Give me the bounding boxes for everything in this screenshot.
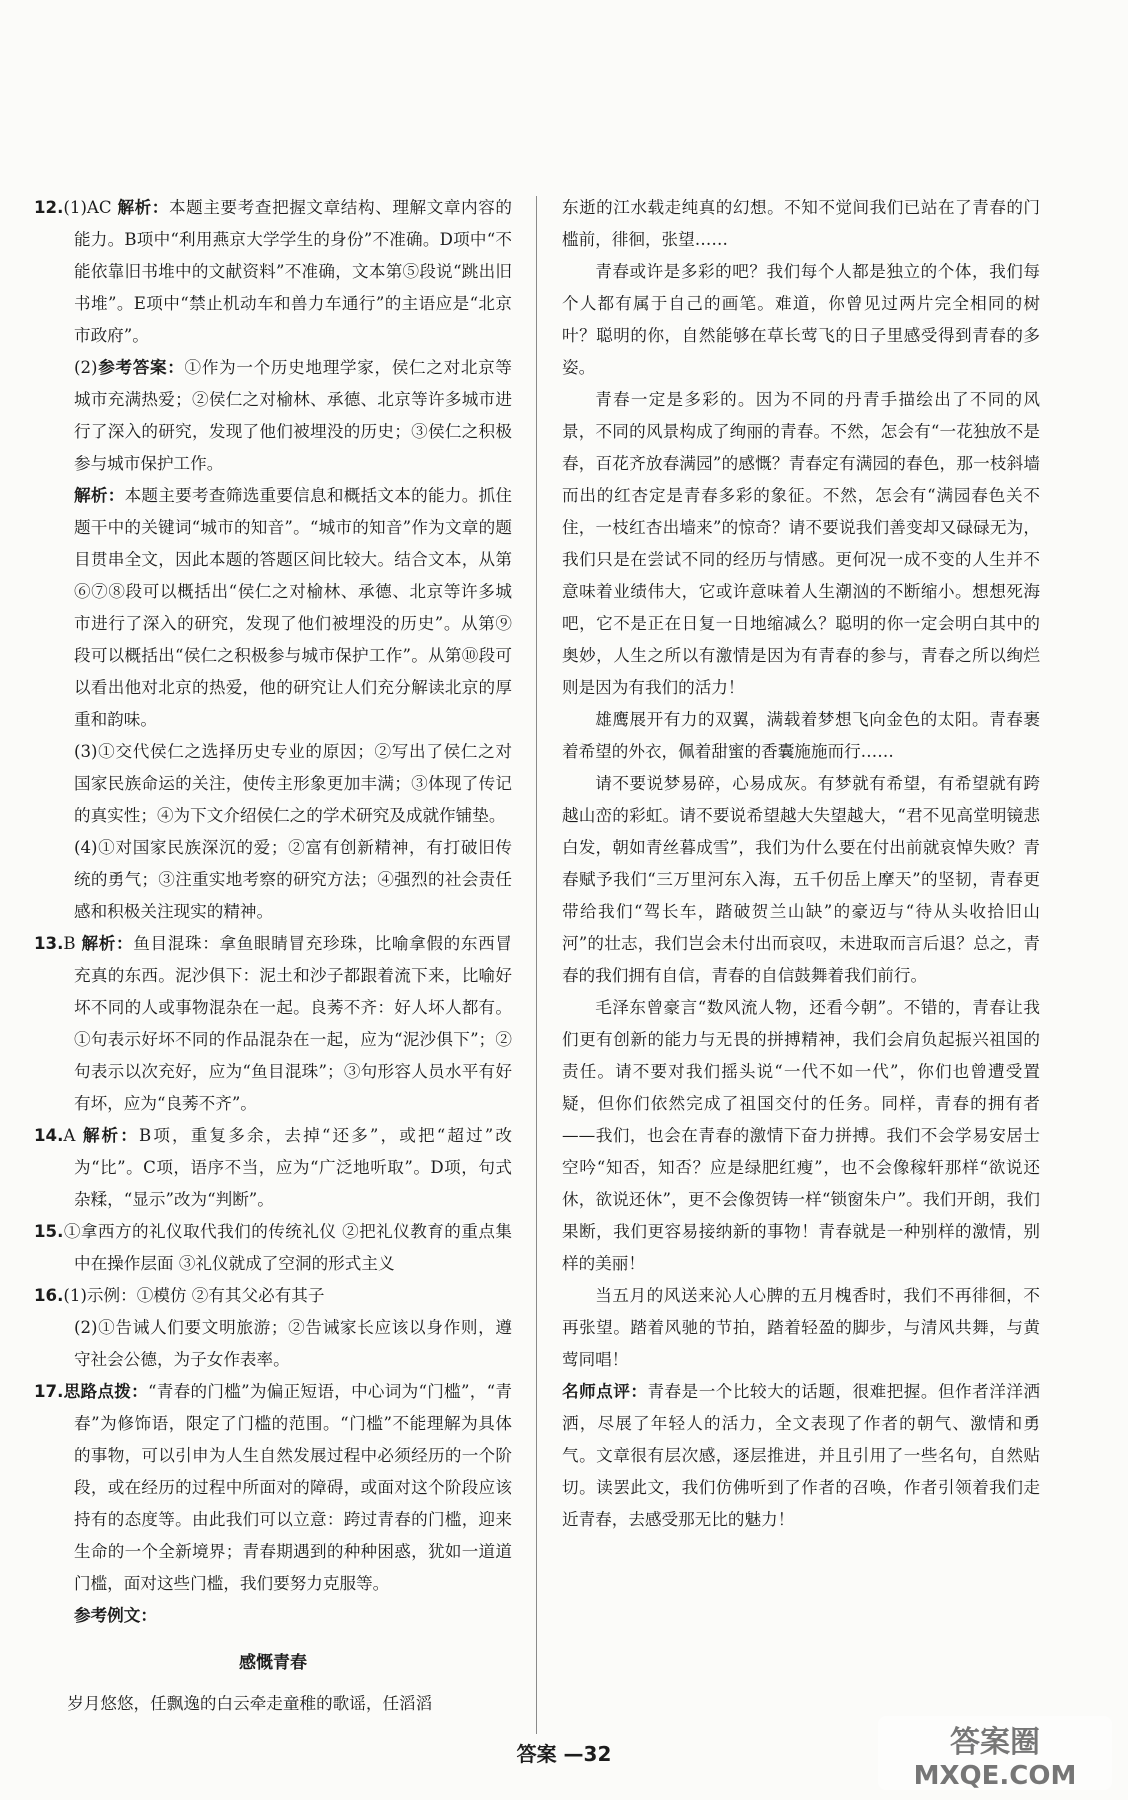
q13-answer: 13.B 解析：鱼目混珠：拿鱼眼睛冒充珍珠，比喻拿假的东西冒充真的东西。泥沙俱下：泥土和沙子都跟着流下来，比喻好坏不同的人或事物混杂在一起。良莠不齐：好人坏人都有。①句表示好坏不同的作品混杂在一起，应为“泥沙俱下”；②句表示以次充好，应为“鱼目混珠”；③句形容人员水平有好有坏，应为“良莠不齐”。	[34, 934, 512, 1113]
essay-paragraph: 请不要说梦易碎，心易成灰。有梦就有希望，有希望就有跨越山峦的彩虹。请不要说希望越大失望越大，“君不见高堂明镜悲白发，朝如青丝暮成雪”，我们为什么要在付出前就哀悼失败？青春赋予我们“三万里河东入海，五千仞岳上摩天”的坚韧，青春更带给我们“驾长车，踏破贺兰山缺”的豪迈与“待从头收拾旧山河”的壮志，我们岂会未付出而哀叹，未进取而言后退？总之，青春的我们拥有自信，青春的自信鼓舞着我们前行。	[562, 774, 1040, 985]
q17-answer: 17.思路点拨：“青春的门槛”为偏正短语，中心词为“门槛”，“青春”为修饰语，限定了门槛的范围。“门槛”不能理解为具体的事物，可以引申为人生自然发展过程中必须经历的一个阶段，或在经历的过程中所面对的障碍，或面对这个阶段应该持有的态度等。由此我们可以立意：跨过青春的门槛，迎来生命的一个全新境界；青春期遇到的种种困惑，犹如一道道门槛，面对这些门槛，我们要努力克服等。	[34, 1382, 512, 1593]
q12-part4: (4)①对国家民族深沉的爱；②富有创新精神，有打破旧传统的勇气；③注重实地考察的研究方法；④强烈的社会责任感和积极关注现实的精神。	[74, 838, 512, 921]
q12-part2: (2)参考答案：①作为一个历史地理学家，侯仁之对北京等城市充满热爱；②侯仁之对榆林、承德、北京等许多城市进行了深入的研究，发现了他们被埋没的历史；③侯仁之积极参与城市保护工作。	[74, 358, 513, 473]
right-column	[562, 192, 1040, 1536]
watermark-top-text: 答案圈	[950, 1725, 1040, 1760]
q12-part3: (3)①交代侯仁之选择历史专业的原因；②写出了侯仁之对国家民族命运的关注，使传主形象更加丰满；③体现了传记的真实性；④为下文介绍侯仁之的学术研究及成就作铺垫。	[74, 742, 512, 825]
q16-part2: (2)①告诫人们要文明旅游；②告诫家长应该以身作则，遵守社会公德，为子女作表率。	[74, 1318, 512, 1369]
teacher-comment: 名师点评：青春是一个比较大的话题，很难把握。但作者洋洋洒洒，尽展了年轻人的活力，全文表现了作者的朝气、激情和勇气。文章很有层次感，逐层推进，并且引用了一些名句，自然贴切。读罢此文，我们仿佛听到了作者的召唤，作者引领着我们走近青春，去感受那无比的魅力！	[562, 1382, 1041, 1529]
essay-paragraph: 毛泽东曾豪言“数风流人物，还看今朝”。不错的，青春让我们更有创新的能力与无畏的拼搏精神，我们会肩负起振兴祖国的责任。请不要对我们摇头说“一代不如一代”，你们也曾遭受置疑，但你们依然完成了祖国交付的任务。同样，青春的拥有者——我们，也会在青春的激情下奋力拼搏。我们不会学易安居士空吟“知否，知否？应是绿肥红瘦”，也不会像稼轩那样“欲说还休，欲说还休”，更不会像贺铸一样“锁窗朱户”。我们开朗，我们果断，我们更容易接纳新的事物！青春就是一种别样的激情，别样的美丽！	[562, 998, 1040, 1273]
watermark-bottom-text: MXQE.COM	[913, 1761, 1077, 1791]
q12-part1: 12.(1)AC 解析：本题主要考查把握文章结构、理解文章内容的能力。B项中“利用燕京大学学生的身份”不准确。D项中“不能依靠旧书堆中的文献资料”不准确，文本第⑤段说“跳出旧书堆”。E项中“禁止机动车和兽力车通行”的主语应是“北京市政府”。	[34, 198, 513, 345]
essay-title: 感慨青春	[239, 1653, 307, 1673]
essay-paragraph-start: 岁月悠悠，任飘逸的白云牵走童稚的歌谣，任滔滔	[67, 1694, 433, 1713]
essay-paragraph: 雄鹰展开有力的双翼，满载着梦想飞向金色的太阳。青春裹着希望的外衣，佩着甜蜜的香囊施施而行……	[562, 710, 1040, 761]
essay-paragraph: 东逝的江水载走纯真的幻想。不知不觉间我们已站在了青春的门槛前，徘徊，张望……	[562, 198, 1040, 249]
watermark-logo	[870, 1710, 1120, 1796]
q14-answer: 14.A 解析：B项，重复多余，去掉“还多”，或把“超过”改为“比”。C项，语序不当，应为“广泛地听取”。D项，句式杂糅，“显示”改为“判断”。	[34, 1126, 513, 1209]
q12-part2-analysis: 解析：本题主要考查筛选重要信息和概括文本的能力。抓住题干中的关键词“城市的知音”。“城市的知音”作为文章的题目贯串全文，因此本题的答题区间比较大。结合文本，从第⑥⑦⑧段可以概括出“侯仁之对榆林、承德、北京等许多城市进行了深入的研究，发现了他们被埋没的历史”。从第⑨段可以概括出“侯仁之积极参与城市保护工作”。从第⑩段可以看出他对北京的热爱，他的研究让人们充分解读北京的厚重和韵味。	[74, 486, 513, 729]
left-column	[34, 192, 512, 1720]
q16-answer: 16.(1)示例：①模仿 ②有其父必有其子	[34, 1286, 325, 1305]
q17-example-label: 参考例文：	[74, 1606, 157, 1625]
column-divider	[536, 196, 537, 1734]
page-footer: 答案 —32	[516, 1742, 612, 1766]
q15-answer: 15.①拿西方的礼仪取代我们的传统礼仪 ②把礼仪教育的重点集中在操作层面 ③礼仪就成了空洞的形式主义	[34, 1222, 512, 1273]
essay-paragraph: 当五月的风送来沁人心脾的五月槐香时，我们不再徘徊，不再张望。踏着风驰的节拍，踏着轻盈的脚步，与清风共舞，与黄莺同唱！	[562, 1286, 1040, 1369]
essay-paragraph: 青春或许是多彩的吧？我们每个人都是独立的个体，我们每个人都有属于自己的画笔。难道，你曾见过两片完全相同的树叶？聪明的你，自然能够在草长莺飞的日子里感受得到青春的多姿。	[562, 262, 1040, 377]
essay-paragraph: 青春一定是多彩的。因为不同的丹青手描绘出了不同的风景，不同的风景构成了绚丽的青春。不然，怎会有“一花独放不是春，百花齐放春满园”的感慨？青春定有满园的春色，那一枝斜墙而出的红杏定是青春多彩的象征。不然，怎会有“满园春色关不住，一枝红杏出墙来”的惊奇？请不要说我们善变却又碌碌无为，我们只是在尝试不同的经历与情感。更何况一成不变的人生并不意味着业绩伟大，它或许意味着人生潮汹的不断缩小。想想死海吧，它不是正在日复一日地缩减么？聪明的你一定会明白其中的奥妙，人生之所以有激情是因为有青春的参与，青春之所以绚烂则是因为有我们的活力！	[562, 390, 1040, 697]
